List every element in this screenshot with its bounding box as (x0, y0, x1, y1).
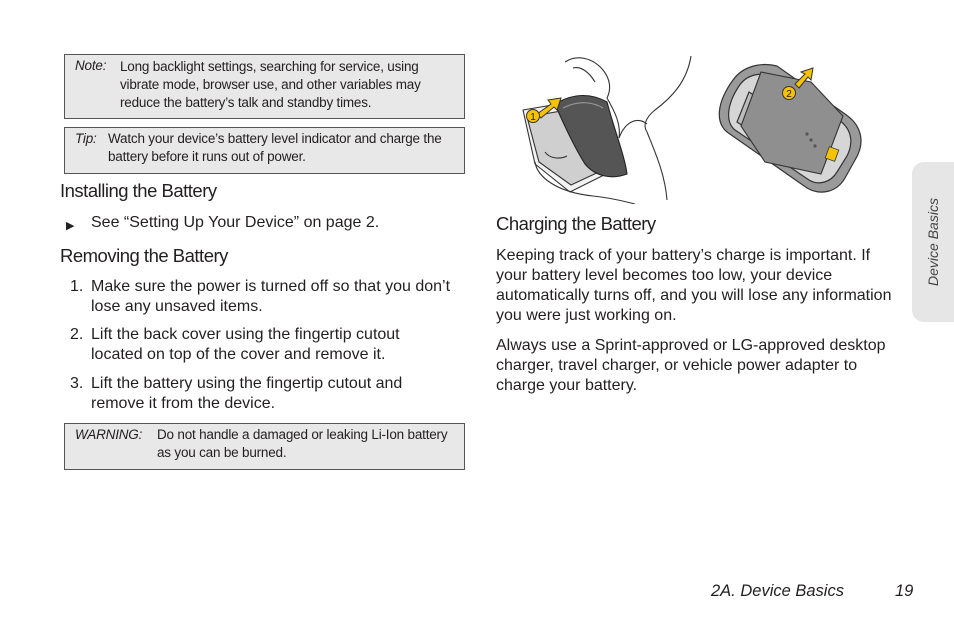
step-number: 1. (70, 278, 84, 295)
installing-bullet-text: See “Setting Up Your Device” on page 2. (91, 214, 380, 231)
tip-label: Tip: (75, 131, 97, 146)
page-number: 19 (895, 582, 914, 600)
footer-section: 2A. Device Basics (711, 582, 844, 600)
charging-heading: Charging the Battery (496, 213, 656, 234)
step-text: Lift the back cover using the fingertip cutout located on top of the cover and remove it. (91, 326, 400, 363)
note-label: Note: (75, 58, 107, 73)
charging-paragraph-2: Always use a Sprint-approved or LG-approved desktop charger, travel charger, or vehicle power adapter to charge your battery. (496, 337, 886, 394)
removing-heading: Removing the Battery (60, 245, 228, 266)
step-text: Make sure the power is turned off so that you don’t lose any unsaved items. (91, 278, 451, 315)
step-number: 3. (70, 375, 84, 392)
tip-text: Watch your device’s battery level indicator and charge the battery before it runs out of power. (108, 131, 442, 164)
step-text: Lift the battery using the fingertip cutout and remove it from the device. (91, 375, 403, 412)
tip-box (64, 127, 465, 174)
battery-removal-illustration (515, 52, 875, 204)
step-number: 2. (70, 326, 84, 343)
step-badge-2-label: 2 (786, 89, 792, 100)
side-tab (912, 162, 954, 322)
installing-heading: Installing the Battery (60, 180, 217, 201)
warning-box (64, 423, 465, 470)
warning-text: Do not handle a damaged or leaking Li-Ion battery as you can be burned. (157, 427, 448, 460)
side-tab-label: Device Basics (925, 198, 941, 286)
note-box (64, 54, 465, 119)
note-text: Long backlight settings, searching for service, using vibrate mode, browser use, and other variables may reduce the battery’s talk and standby times. (120, 59, 421, 110)
bullet-arrow-icon: ▶ (66, 220, 75, 232)
step-badge-1-label: 1 (530, 112, 536, 123)
warning-label: WARNING: (75, 427, 143, 442)
charging-paragraph-1: Keeping track of your battery’s charge is important. If your battery level becomes too low, your device automatically turns off, and you will lose any information you were just working on. (496, 247, 892, 324)
